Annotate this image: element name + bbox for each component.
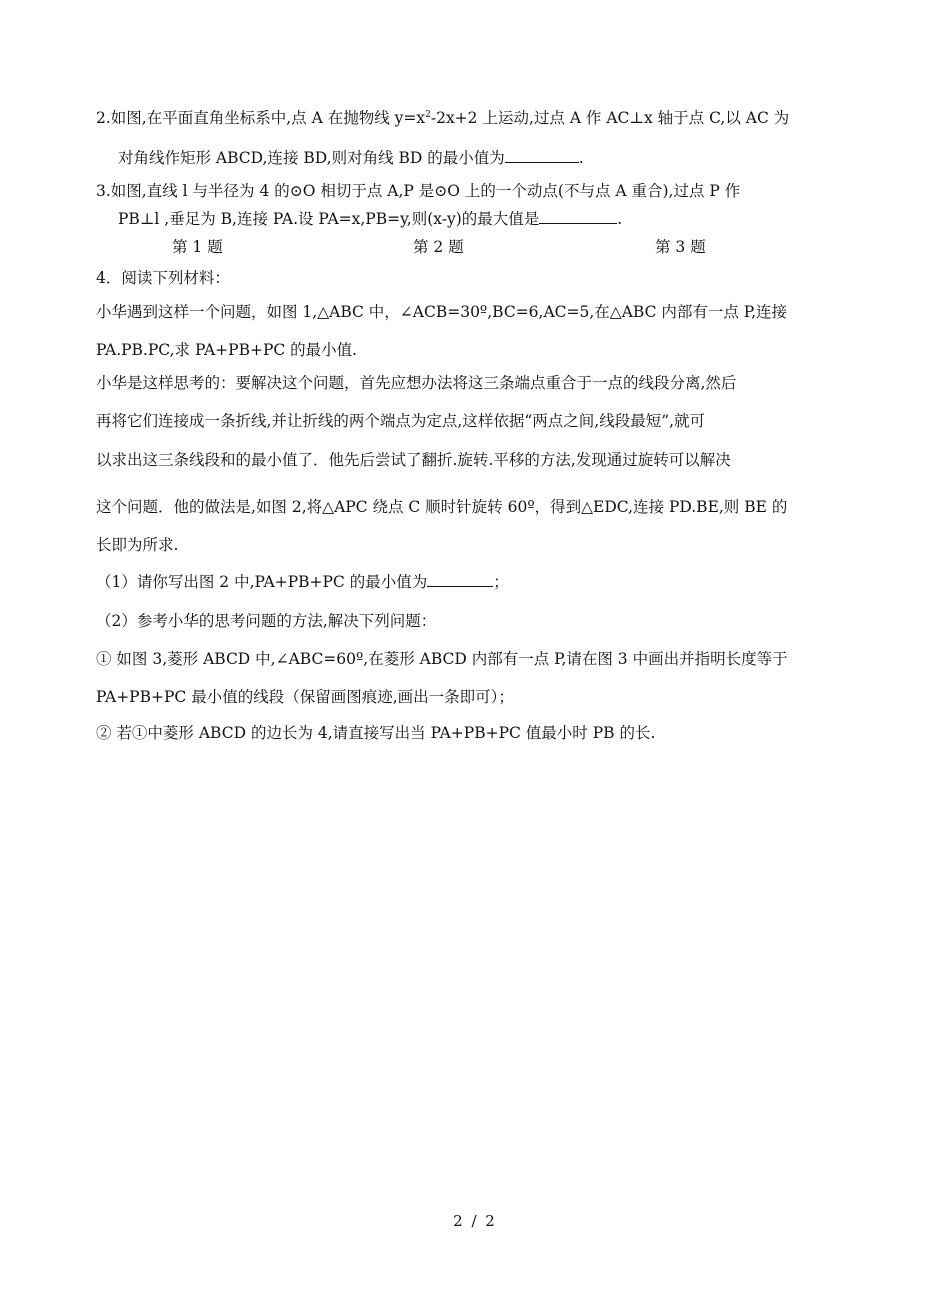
- q2-text-c: 对角线作矩形 ABCD,连接 BD,则对角线 BD 的最小值为: [118, 149, 505, 167]
- q3-line-1: [96, 181, 740, 201]
- q4-heading: 4．阅读下列材料：: [96, 269, 230, 287]
- q4-subquestion-1: [96, 572, 509, 592]
- q3-text-b: PB⊥l ,垂足为 B,连接 PA.设 PA=x,PB=y,则(x-y)的最大值是: [118, 210, 540, 228]
- q2-answer-blank: [505, 148, 579, 163]
- q4-subquestion-2: （2）参考小华的思考问题的方法,解决下列问题：: [96, 612, 437, 630]
- q4-paragraph-line-6: 这个问题．他的做法是,如图 2,将△APC 绕点 C 顺时针旋转 60º，得到△EDC,连接 PD.BE,则 BE 的: [96, 498, 788, 516]
- page-number: 2 / 2: [453, 1212, 497, 1230]
- q2-line-1: [96, 108, 789, 128]
- q4-paragraph-line-7: 长即为所求.: [96, 536, 179, 554]
- q3-line-2: [118, 209, 622, 229]
- q4-paragraph-line-2: PA.PB.PC,求 PA+PB+PC 的最小值.: [96, 341, 358, 359]
- q2-text-b: -2x+2 上运动,过点 A 作 AC⊥x 轴于点 C,以 AC 为: [430, 109, 790, 127]
- q2-line-2: [118, 148, 584, 168]
- q4-sub1-answer-blank: [427, 572, 493, 587]
- q4-paragraph-line-3: 小华是这样思考的：要解决这个问题，首先应想办法将这三条端点重合于一点的线段分离,然后: [96, 374, 737, 392]
- q4-sub1-end: ；: [493, 573, 509, 591]
- figure-caption-2: 第 2 题: [413, 238, 464, 256]
- q3-period: .: [617, 210, 623, 228]
- figure-caption-1: 第 1 题: [172, 238, 223, 256]
- q2-period: .: [578, 149, 584, 167]
- q3-text-a: 3.如图,直线 l 与半径为 4 的⊙O 相切于点 A,P 是⊙O 上的一个动点(不与点 A 重合),过点 P 作: [96, 182, 741, 200]
- q4-part-1-line-2: PA+PB+PC 最小值的线段（保留画图痕迹,画出一条即可）；: [96, 688, 514, 706]
- q3-answer-blank: [539, 209, 617, 224]
- q4-paragraph-line-1: 小华遇到这样一个问题，如图 1,△ABC 中，∠ACB=30º,BC=6,AC=5,在△ABC 内部有一点 P,连接: [96, 303, 788, 321]
- q4-paragraph-line-5: 以求出这三条线段和的最小值了．他先后尝试了翻折.旋转.平移的方法,发现通过旋转可以解决: [96, 451, 731, 469]
- figure-caption-3: 第 3 题: [655, 238, 706, 256]
- q4-sub1-text: （1）请你写出图 2 中,PA+PB+PC 的最小值为: [96, 573, 428, 591]
- q4-part-2: ② 若①中菱形 ABCD 的边长为 4,请直接写出当 PA+PB+PC 值最小时 PB 的长.: [96, 724, 656, 742]
- q2-exponent: 2: [425, 109, 431, 120]
- q4-part-1-line-1: ① 如图 3,菱形 ABCD 中,∠ABC=60º,在菱形 ABCD 内部有一点 P,请在图 3 中画出并指明长度等于: [96, 650, 788, 668]
- q2-text-a: 2.如图,在平面直角坐标系中,点 A 在抛物线 y=x: [96, 109, 426, 127]
- q4-paragraph-line-4: 再将它们连接成一条折线,并让折线的两个端点为定点,这样依据“两点之间,线段最短”,就可: [96, 412, 706, 430]
